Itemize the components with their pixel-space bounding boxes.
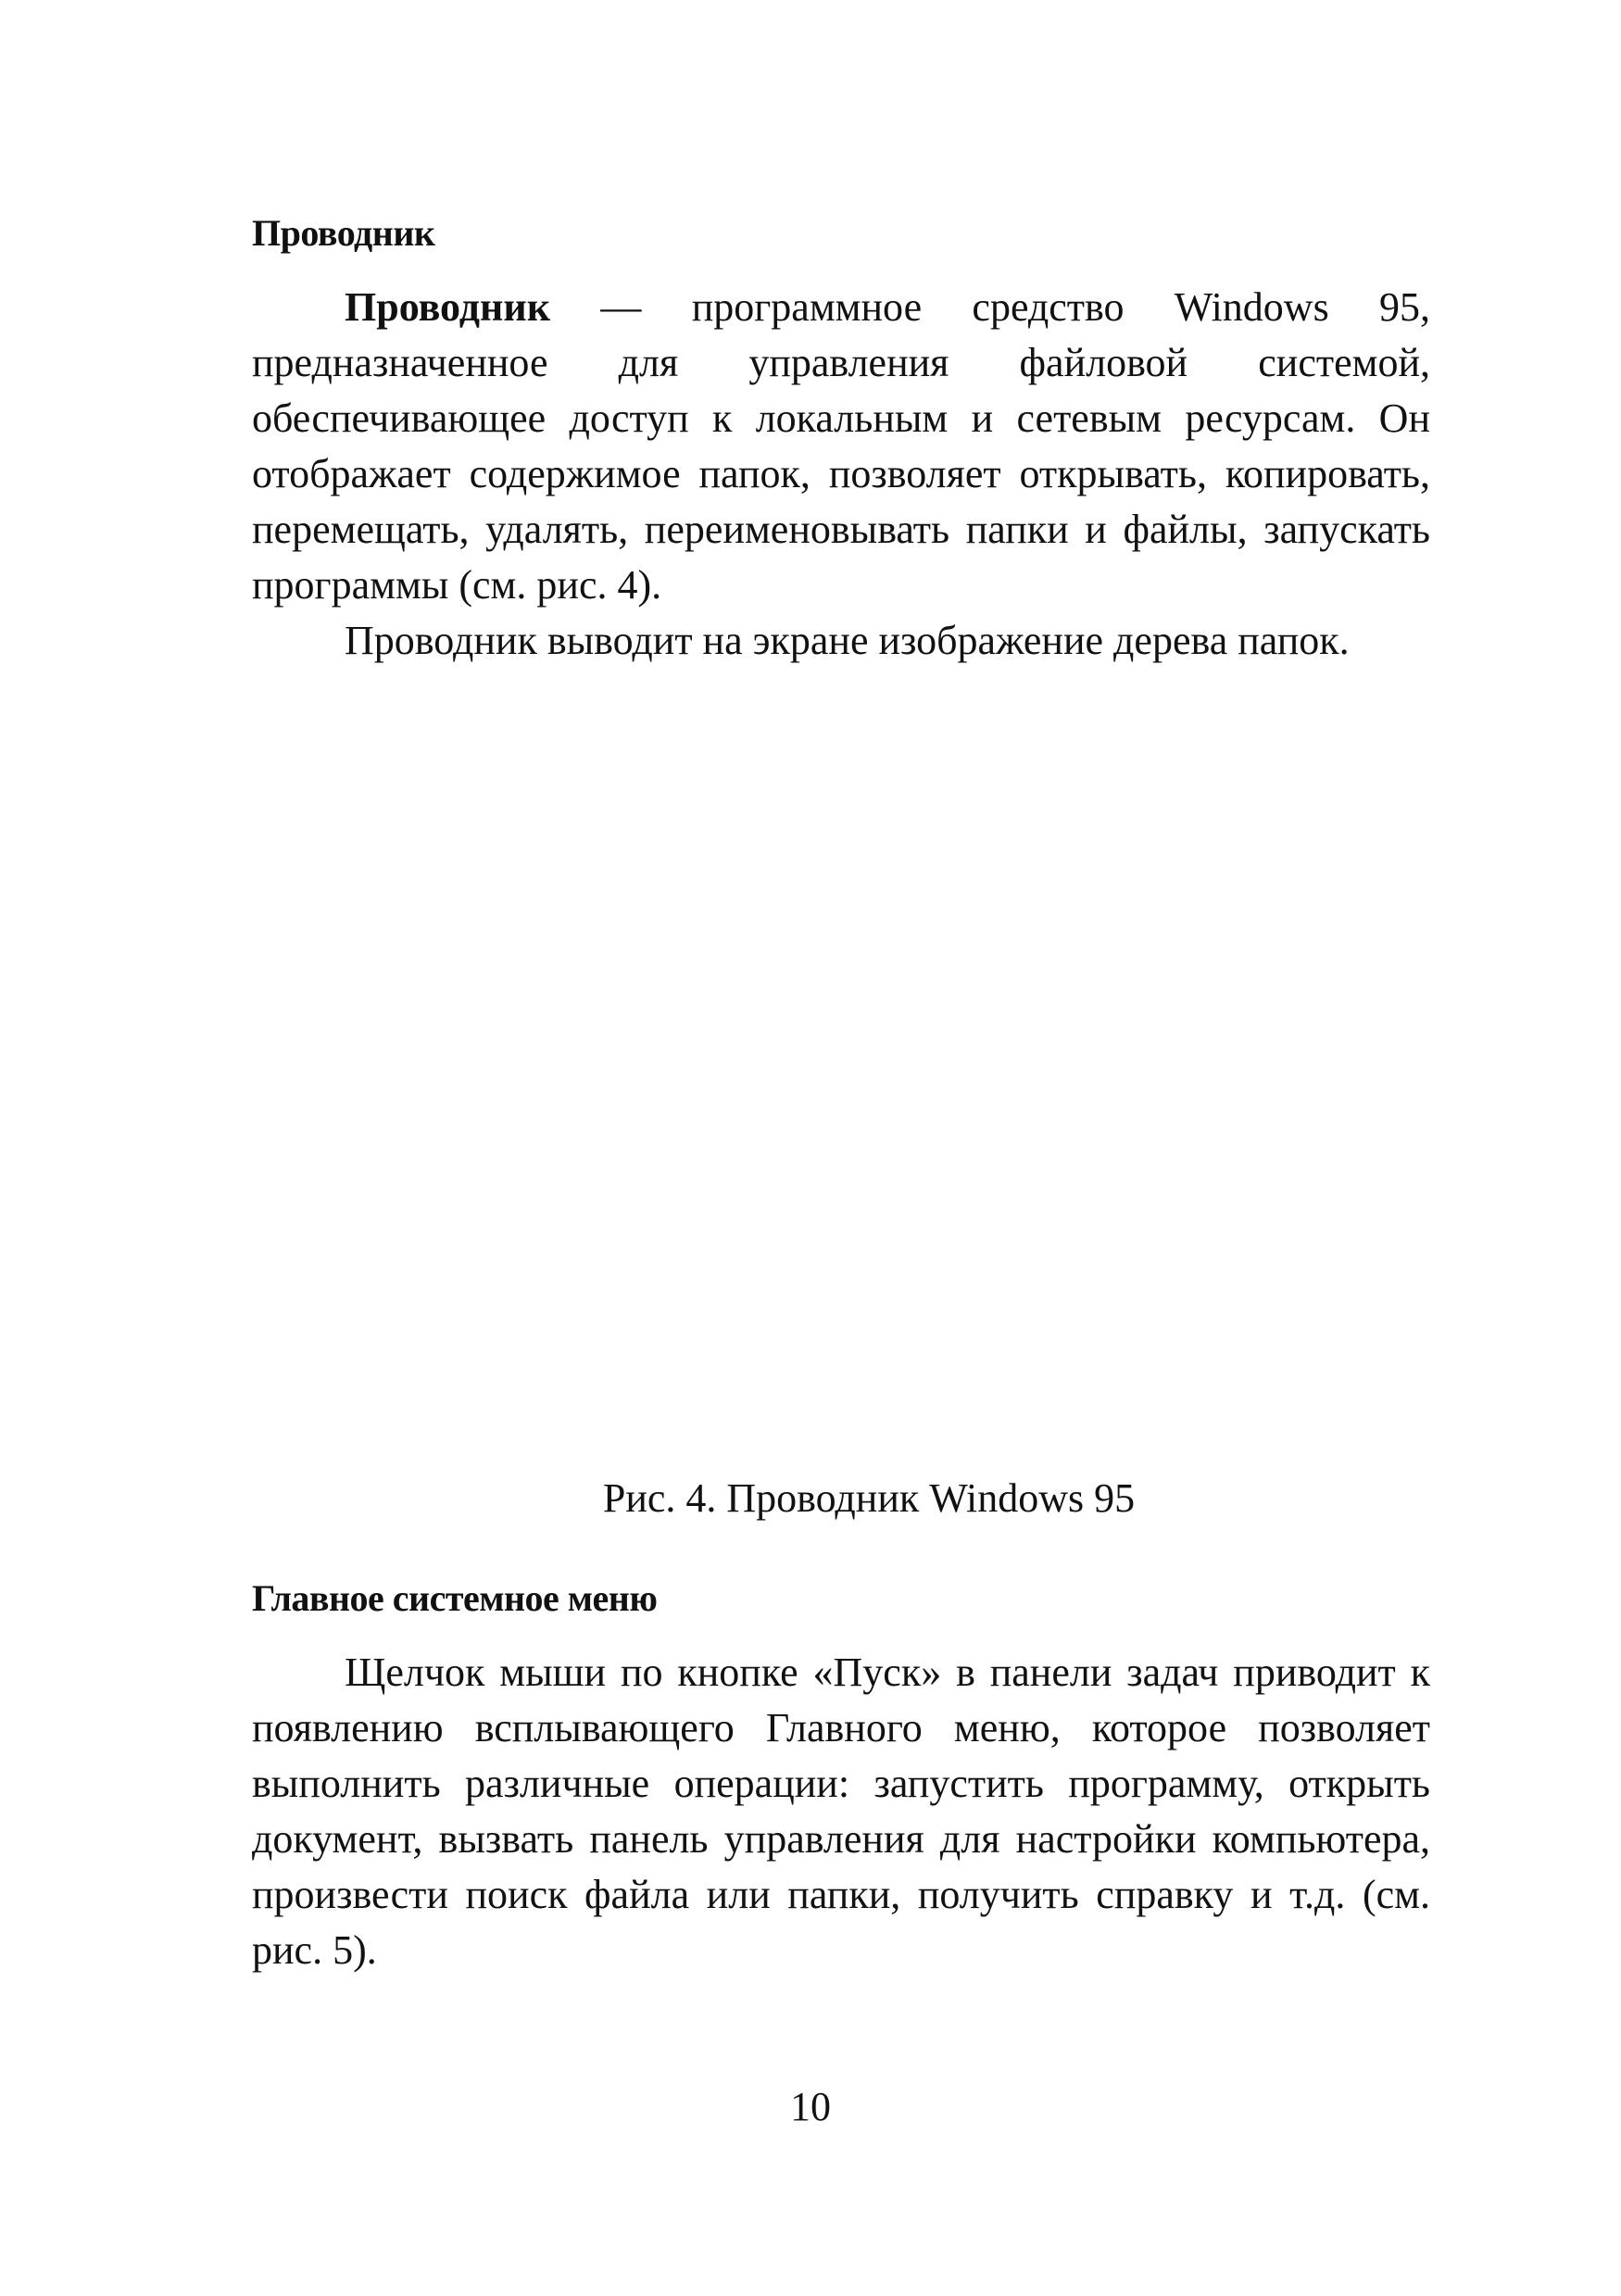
section-heading-explorer: Проводник <box>252 212 435 254</box>
figure-placeholder <box>252 648 1430 1463</box>
section-heading-main-menu: Главное системное меню <box>252 1577 658 1619</box>
paragraph-explorer-definition <box>252 280 1430 613</box>
paragraph-explorer-tree: Проводник выводит на экране изображение дерева папок. <box>345 618 1350 663</box>
page-number: 10 <box>790 2084 831 2129</box>
section-main-menu-body <box>252 1645 1430 1978</box>
term-explorer: Проводник <box>345 284 551 330</box>
section-explorer-body <box>252 280 1430 669</box>
definition-text: — программное средство Windows 95, предназначенное для управления файловой системой, обеспечивающее доступ к локальным и сетевым ресурсам. Он отображает содержимое папок, позволяет открывать, копировать, перемещать, удалять, переименовывать папки и файлы, запускать программы (см. рис. 4). <box>252 284 1430 608</box>
paragraph-main-menu: Щелчок мыши по кнопке «Пуск» в панели задач приводит к появлению всплывающего Главного меню, которое позволяет выполнить различные операции: запустить программу, открыть документ, вызвать панель управления для настройки компьютера, произвести поиск файла или папки, получить справку и т.д. (см. рис. 5). <box>252 1650 1430 1973</box>
figure-caption: Рис. 4. Проводник Windows 95 <box>602 1475 1136 1521</box>
